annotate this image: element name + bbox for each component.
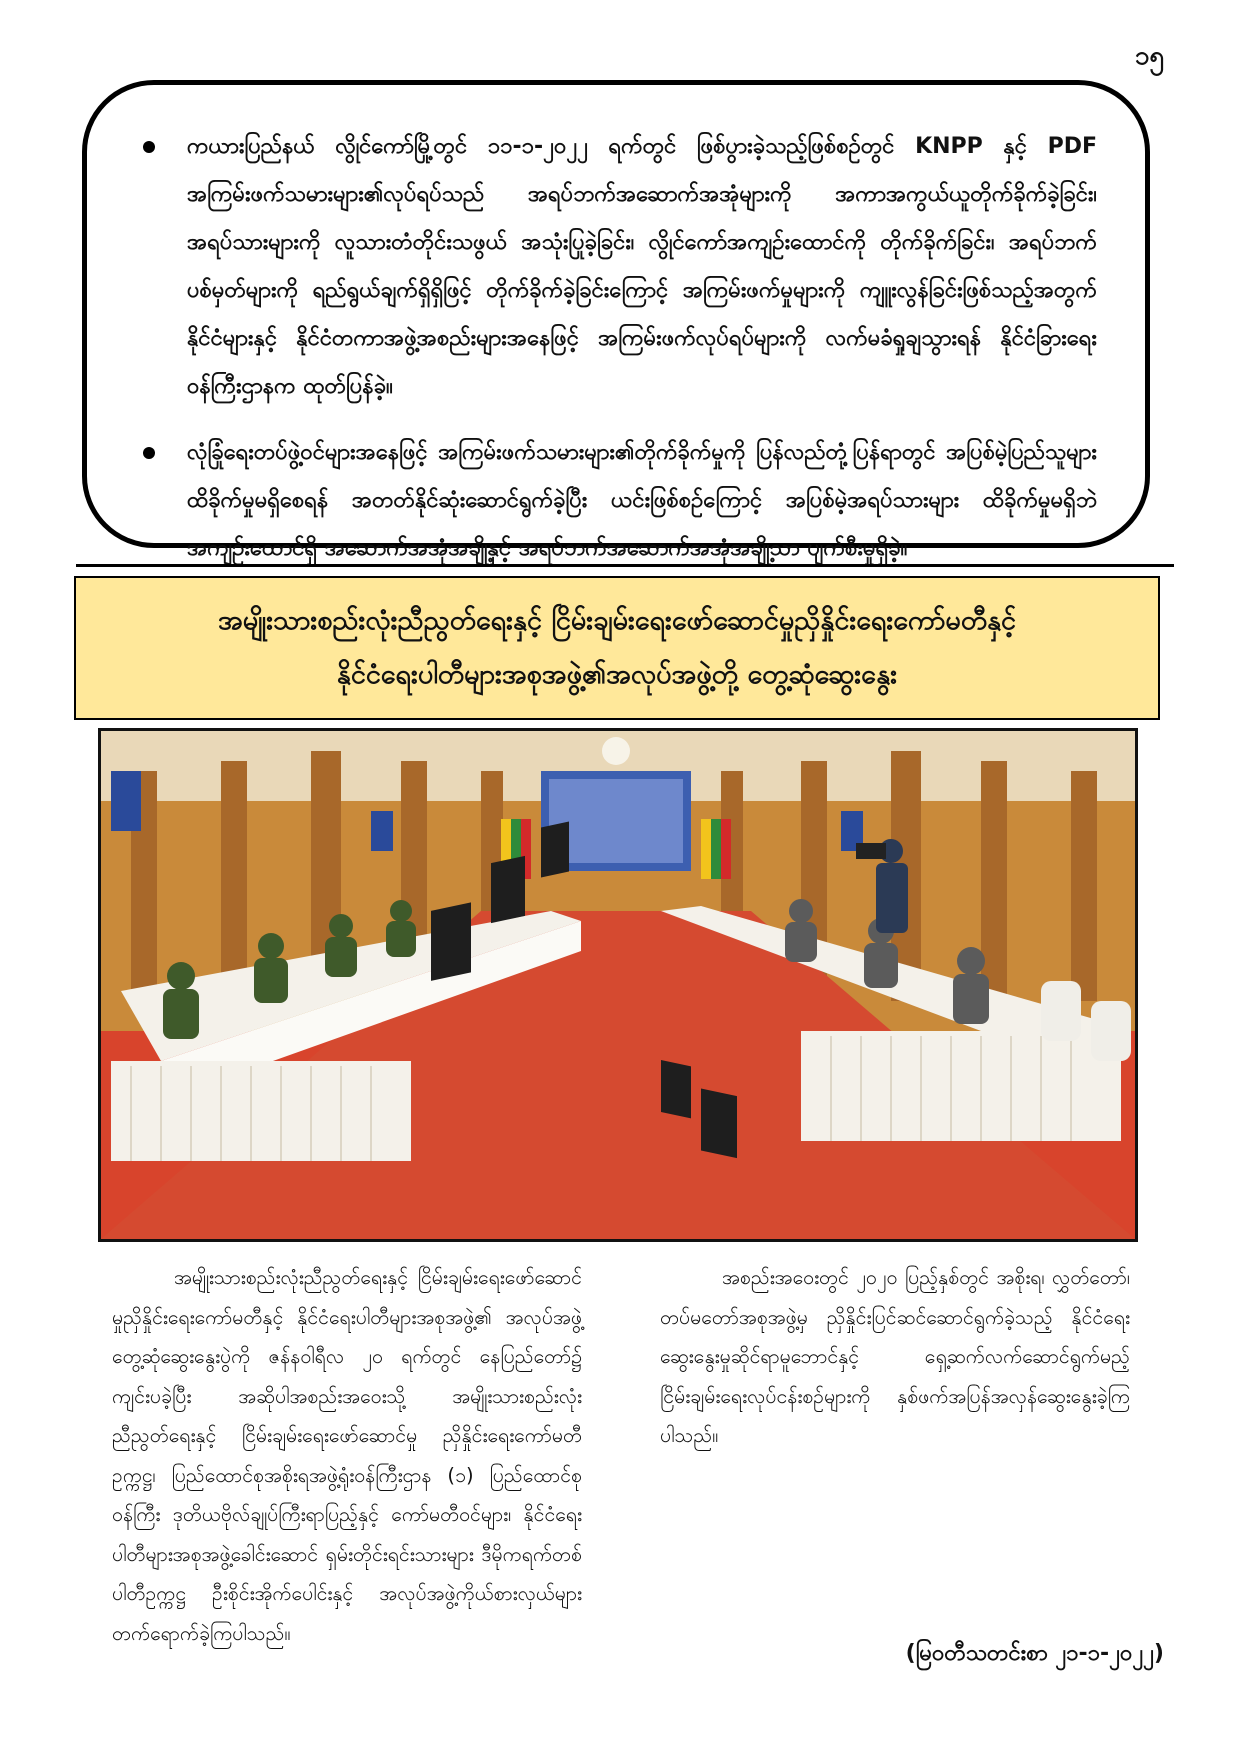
article-paragraph: အစည်းအဝေးတွင် ၂၀၂၀ ပြည့်နှစ်တွင် အစိုးရ၊ လွှတ်တော်၊ တပ်မတော်အစုအဖွဲ့မှ ညှိနှိုင်းပြင်ဆင်ဆောင်ရွက်ခဲ့သည့် နိုင်ငံရေးဆွေးနွေးမှုဆိုင်ရာမူဘောင်နှင့် ရှေ့ဆက်လက်ဆောင်ရွက်မည့်ငြိမ်းချမ်းရေးလုပ်ငန်းစဉ်များကို နှစ်ဖက်အပြန်အလှန်ဆွေးနွေးခဲ့ကြပါသည်။ bbox=[660, 1266, 1130, 1447]
article-right-column bbox=[660, 1258, 1130, 1456]
meeting-photo-illustration bbox=[101, 731, 1135, 1239]
bullet-item bbox=[143, 123, 1097, 411]
meeting-photo bbox=[98, 728, 1138, 1242]
bullet-text: လုံခြုံရေးတပ်ဖွဲ့ဝင်များအနေဖြင့် အကြမ်းဖက်သမားများ၏တိုက်ခိုက်မှုကို ပြန်လည်တုံ့ပြန်ရာတွင် အပြစ်မဲ့ပြည်သူများထိခိုက်မှုမရှိစေရန် အတတ်နိုင်ဆုံးဆောင်ရွက်ခဲ့ပြီး ယင်းဖြစ်စဉ်ကြောင့် အပြစ်မဲ့အရပ်သားများ ထိခိုက်မှုမရှိဘဲ အကျဉ်းထောင်ရှိ အဆောက်အအုံအချို့နှင့် အရပ်ဘက်အဆောက်အအုံအချို့သာ ပျက်စီးမှုရှိခဲ့။ bbox=[187, 440, 1097, 561]
bullet-item bbox=[143, 429, 1097, 573]
bullet-box bbox=[82, 80, 1150, 561]
bullet-dot-icon bbox=[143, 447, 155, 459]
headline-line-2: နိုင်ငံရေးပါတီများအစုအဖွဲ့၏အလုပ်အဖွဲ့တို့ တွေ့ဆုံဆွေးနွေး bbox=[336, 659, 898, 690]
headline-box bbox=[74, 576, 1160, 720]
article-paragraph: အမျိုးသားစည်းလုံးညီညွတ်ရေးနှင့် ငြိမ်းချမ်းရေးဖော်ဆောင်မှုညှိနှိုင်းရေးကော်မတီနှင့် နိုင်ငံရေးပါတီများအစုအဖွဲ့၏ အလုပ်အဖွဲ့တွေ့ဆုံဆွေးနွေးပွဲကို ဇန်နဝါရီလ ၂၀ ရက်တွင် နေပြည်တော်၌ ကျင်းပခဲ့ပြီး အဆိုပါအစည်းအဝေးသို့ အမျိုးသားစည်းလုံးညီညွတ်ရေးနှင့် ငြိမ်းချမ်းရေးဖော်ဆောင်မှု ညှိနှိုင်းရေးကော်မတီဥက္ကဋ္ဌ၊ ပြည်ထောင်စုအစိုးရအဖွဲ့ရုံးဝန်ကြီးဌာန (၁) ပြည်ထောင်စုဝန်ကြီး ဒုတိယဗိုလ်ချုပ်ကြီးရာပြည့်နှင့် ကော်မတီဝင်များ၊ နိုင်ငံရေးပါတီများအစုအဖွဲ့ခေါင်းဆောင် ရှမ်းတိုင်းရင်းသားများ ဒီမိုကရက်တစ်ပါတီဥက္ကဋ္ဌ ဦးစိုင်းအိုက်ပေါင်းနှင့် အလုပ်အဖွဲ့ကိုယ်စားလှယ်များ တက်ရောက်ခဲ့ကြပါသည်။ bbox=[112, 1266, 582, 1645]
headline-line-1: အမျိုးသားစည်းလုံးညီညွတ်ရေးနှင့် ငြိမ်းချမ်းရေးဖော်ဆောင်မှုညှိနှိုင်းရေးကော်မတီနှင့် bbox=[217, 605, 1017, 636]
section-divider bbox=[76, 564, 1174, 567]
article-left-column bbox=[112, 1258, 582, 1653]
article-source: (မြဝတီသတင်းစာ ၂၁-၁-၂၀၂၂) bbox=[905, 1641, 1164, 1666]
bullet-dot-icon bbox=[143, 141, 155, 153]
page-number: ၁၅ bbox=[1134, 41, 1164, 71]
bullet-text: ကယားပြည်နယ် လွိုင်ကော်မြို့တွင် ၁၁-၁-၂၀၂၂ ရက်တွင် ဖြစ်ပွားခဲ့သည့်ဖြစ်စဉ်တွင် KNPP နှင့် PDF အကြမ်းဖက်သမားများ၏လုပ်ရပ်သည် အရပ်ဘက်အဆောက်အအုံများကို အကာအကွယ်ယူတိုက်ခိုက်ခဲ့ခြင်း၊ အရပ်သားများကို လူသားတံတိုင်းသဖွယ် အသုံးပြုခဲ့ခြင်း၊ လွိုင်ကော်အကျဉ်းထောင်ကို တိုက်ခိုက်ခြင်း၊ အရပ်ဘက်ပစ်မှတ်များကို ရည်ရွယ်ချက်ရှိရှိဖြင့် တိုက်ခိုက်ခဲ့ခြင်းကြောင့် အကြမ်းဖက်မှုများကို ကျူးလွန်ခြင်းဖြစ်သည့်အတွက် နိုင်ငံများနှင့် နိုင်ငံတကာအဖွဲ့အစည်းများအနေဖြင့် အကြမ်းဖက်လုပ်ရပ်များကို လက်မခံရှုချသွားရန် နိုင်ငံခြားရေးဝန်ကြီးဌာနက ထုတ်ပြန်ခဲ့။ bbox=[187, 134, 1097, 399]
